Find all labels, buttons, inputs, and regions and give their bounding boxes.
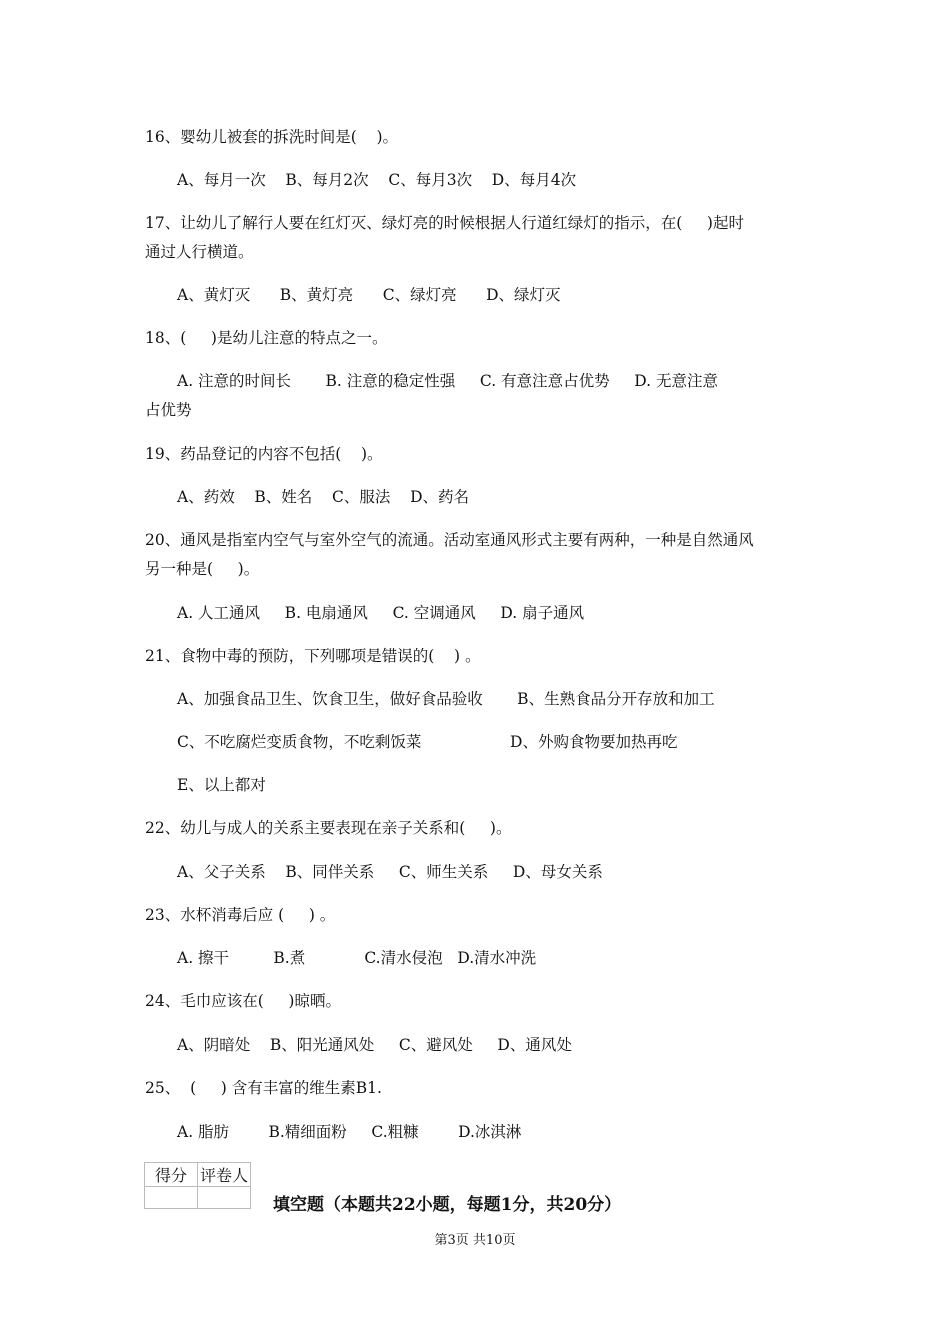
text-line: A. 注意的时间长 B. 注意的稳定性强 C. 有意注意占优势 D. 无意注意 — [177, 372, 718, 390]
page-footer: 第3页 共10页 — [434, 1233, 516, 1248]
text-line: A、黄灯灭 B、黄灯亮 C、绿灯亮 D、绿灯灭 — [177, 286, 561, 304]
text-line: 25、 ( ) 含有丰富的维生素B1. — [145, 1079, 382, 1097]
text-line: 20、通风是指室内空气与室外空气的流通。活动室通风形式主要有两种，一种是自然通风 — [145, 531, 754, 549]
text-line: A、加强食品卫生、饮食卫生，做好食品验收 B、生熟食品分开存放和加工 — [177, 690, 715, 708]
text-line: 23、水杯消毒后应 ( ) 。 — [145, 906, 336, 924]
text-line: A. 人工通风 B. 电扇通风 C. 空调通风 D. 扇子通风 — [177, 604, 585, 622]
grader-cell — [198, 1187, 251, 1209]
text-line: 16、婴幼儿被套的拆洗时间是( )。 — [145, 128, 399, 146]
text-line: 另一种是( )。 — [145, 560, 260, 578]
text-line: E、以上都对 — [177, 776, 266, 794]
score-cell — [145, 1187, 198, 1209]
text-line: A、阴暗处 B、阳光通风处 C、避风处 D、通风处 — [177, 1036, 572, 1054]
grader-header: 评卷人 — [198, 1163, 251, 1187]
text-line: 21、食物中毒的预防，下列哪项是错误的( ) 。 — [145, 647, 481, 665]
text-line: A. 擦干 B.煮 C.清水侵泡 D.清水冲洗 — [177, 949, 537, 967]
section-title: 填空题（本题共22小题，每题1分，共20分） — [273, 1195, 622, 1215]
text-line: A、每月一次 B、每月2次 C、每月3次 D、每月4次 — [177, 171, 577, 189]
text-line: A、父子关系 B、同伴关系 C、师生关系 D、母女关系 — [177, 863, 603, 881]
score-header: 得分 — [145, 1163, 198, 1187]
text-line: A、药效 B、姓名 C、服法 D、药名 — [177, 488, 469, 506]
text-line: C、不吃腐烂变质食物，不吃剩饭菜 D、外购食物要加热再吃 — [177, 733, 678, 751]
text-line: 22、幼儿与成人的关系主要表现在亲子关系和( )。 — [145, 819, 512, 837]
text-line: 通过人行横道。 — [145, 243, 254, 261]
text-line: 18、( )是幼儿注意的特点之一。 — [145, 329, 388, 347]
text-line: 24、毛巾应该在( )晾晒。 — [145, 992, 341, 1010]
text-line: 17、让幼儿了解行人要在红灯灭、绿灯亮的时候根据人行道红绿灯的指示，在( )起时 — [145, 214, 744, 232]
score-table — [144, 1162, 251, 1209]
text-line: 占优势 — [145, 401, 192, 419]
text-line: 19、药品登记的内容不包括( )。 — [145, 445, 383, 463]
text-line: A. 脂肪 B.精细面粉 C.粗糠 D.冰淇淋 — [177, 1123, 522, 1141]
